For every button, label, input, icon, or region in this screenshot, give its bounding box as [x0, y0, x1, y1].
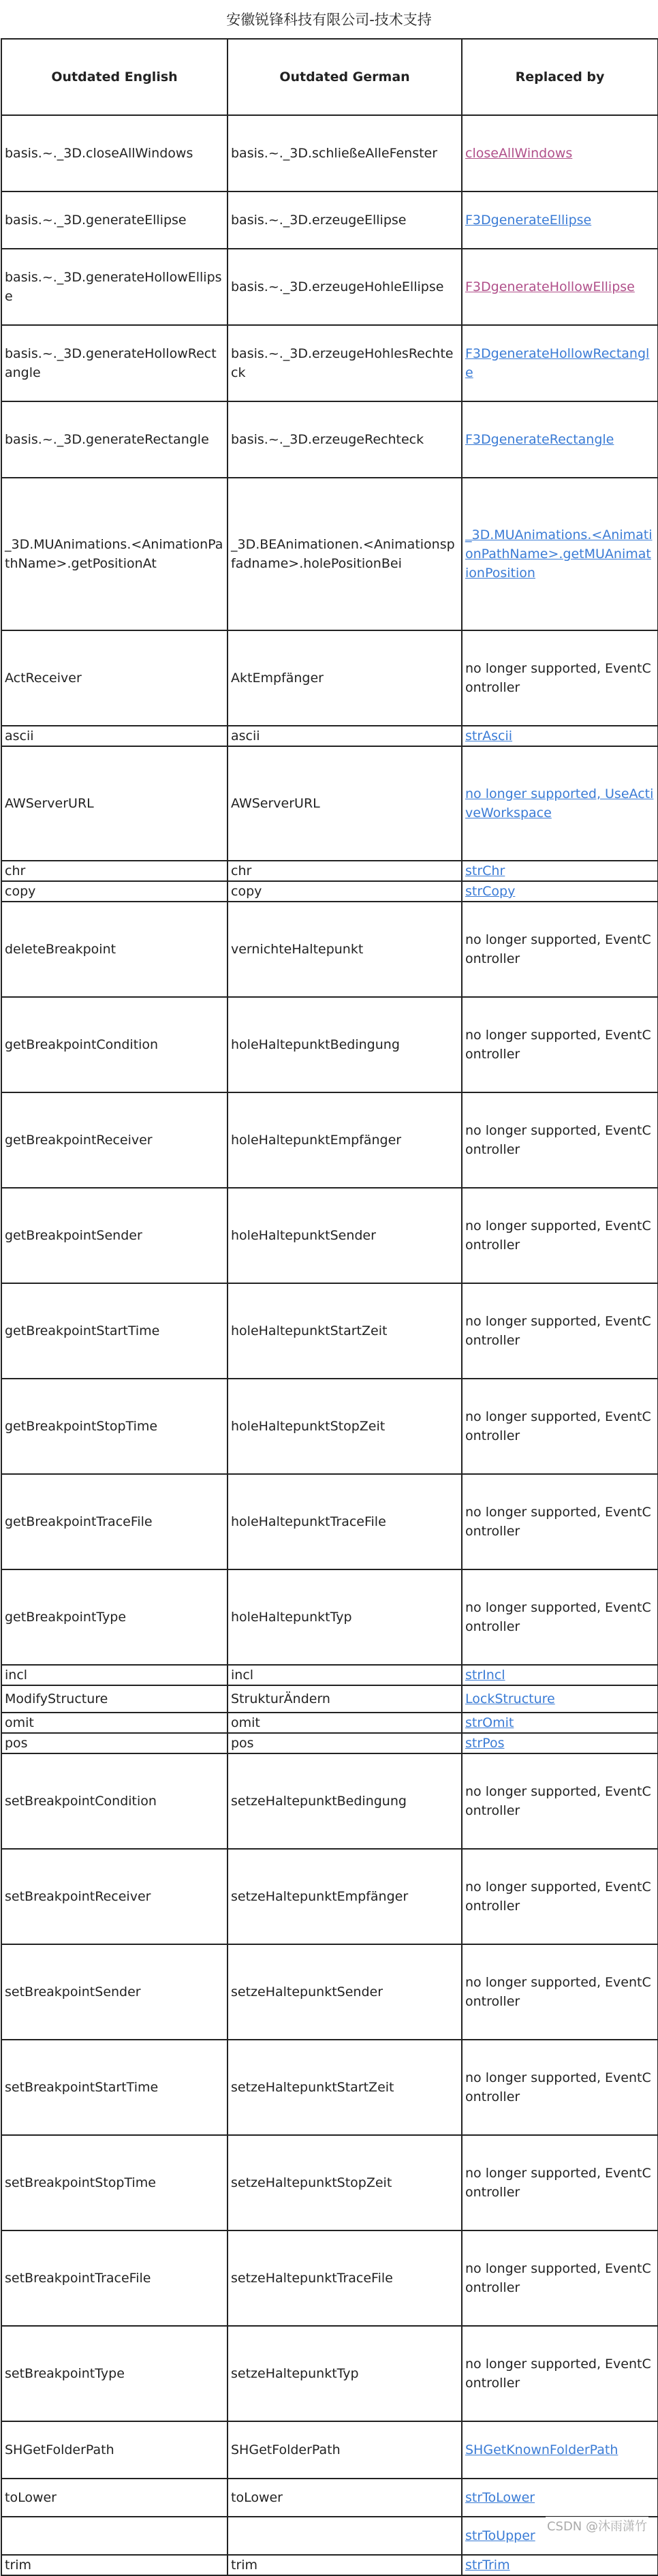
table-row — [1, 1665, 658, 1685]
cell-replaced-by: no longer supported, EventController — [462, 1849, 658, 1944]
watermark: CSDN @沐雨潇竹 — [546, 2517, 648, 2534]
cell-outdated-english: copy — [1, 881, 228, 902]
cell-outdated-english: omit — [1, 1713, 228, 1733]
cell-outdated-german: holeHaltepunktStartZeit — [228, 1283, 462, 1379]
cell-replaced-by: no longer supported, EventController — [462, 1474, 658, 1569]
replacement-link[interactable]: strAscii — [465, 729, 513, 743]
cell-outdated-german: holeHaltepunktSender — [228, 1188, 462, 1283]
table-row — [1, 2555, 658, 2575]
replacement-link[interactable]: strToLower — [465, 2490, 535, 2505]
table-row — [1, 2135, 658, 2230]
replacement-link[interactable]: SHGetKnownFolderPath — [465, 2442, 618, 2457]
cell-outdated-german — [228, 2517, 462, 2555]
cell-outdated-english: getBreakpointReceiver — [1, 1092, 228, 1188]
cell-outdated-english: getBreakpointStopTime — [1, 1379, 228, 1474]
cell-replaced-by — [462, 401, 658, 478]
cell-outdated-english: setBreakpointType — [1, 2326, 228, 2421]
column-header-english: Outdated English — [1, 39, 228, 115]
table-row — [1, 1849, 658, 1944]
cell-outdated-english: getBreakpointStartTime — [1, 1283, 228, 1379]
cell-outdated-english: chr — [1, 861, 228, 881]
deprecated-functions-table — [1, 38, 658, 2576]
table-row — [1, 1685, 658, 1713]
cell-outdated-german: holeHaltepunktStopZeit — [228, 1379, 462, 1474]
cell-replaced-by: no longer supported, EventController — [462, 902, 658, 997]
cell-replaced-by: no longer supported, EventController — [462, 1753, 658, 1849]
table-row — [1, 997, 658, 1092]
table-body — [1, 115, 658, 2575]
cell-replaced-by — [462, 726, 658, 746]
cell-replaced-by: no longer supported, EventController — [462, 630, 658, 726]
table-row — [1, 2230, 658, 2326]
cell-outdated-german: setzeHaltepunktBedingung — [228, 1753, 462, 1849]
table-row — [1, 191, 658, 249]
table-row — [1, 2040, 658, 2135]
table-row — [1, 1753, 658, 1849]
cell-replaced-by — [462, 115, 658, 191]
table-row — [1, 881, 658, 902]
table-row — [1, 249, 658, 325]
cell-outdated-english: trim — [1, 2555, 228, 2575]
cell-outdated-english: setBreakpointCondition — [1, 1753, 228, 1849]
cell-outdated-english: getBreakpointTraceFile — [1, 1474, 228, 1569]
cell-outdated-german: pos — [228, 1733, 462, 1753]
cell-outdated-english: ActReceiver — [1, 630, 228, 726]
cell-outdated-german: setzeHaltepunktTyp — [228, 2326, 462, 2421]
cell-outdated-german: AktEmpfänger — [228, 630, 462, 726]
cell-replaced-by — [462, 249, 658, 325]
cell-outdated-german: SHGetFolderPath — [228, 2421, 462, 2479]
cell-replaced-by — [462, 191, 658, 249]
replacement-link[interactable]: _3D.MUAnimations.<AnimationPathName>.getMUAnimationPosition — [465, 527, 653, 581]
cell-replaced-by — [462, 2479, 658, 2517]
table-row — [1, 2326, 658, 2421]
cell-outdated-german: basis.~._3D.erzeugeEllipse — [228, 191, 462, 249]
cell-replaced-by: no longer supported, EventController — [462, 1379, 658, 1474]
replacement-link[interactable]: F3DgenerateEllipse — [465, 213, 592, 228]
table-row — [1, 726, 658, 746]
table-row — [1, 115, 658, 191]
replacement-link[interactable]: strToUpper — [465, 2528, 535, 2543]
replacement-link[interactable]: closeAllWindows — [465, 146, 573, 161]
cell-outdated-english: getBreakpointCondition — [1, 997, 228, 1092]
cell-outdated-english: basis.~._3D.generateHollowRectangle — [1, 325, 228, 401]
cell-outdated-english: deleteBreakpoint — [1, 902, 228, 997]
cell-replaced-by: no longer supported, EventController — [462, 1569, 658, 1665]
cell-outdated-english: getBreakpointType — [1, 1569, 228, 1665]
table-row — [1, 401, 658, 478]
cell-outdated-english: setBreakpointStartTime — [1, 2040, 228, 2135]
cell-replaced-by — [462, 1685, 658, 1713]
cell-outdated-english: setBreakpointSender — [1, 1944, 228, 2040]
cell-outdated-german: holeHaltepunktTyp — [228, 1569, 462, 1665]
cell-outdated-german: setzeHaltepunktStartZeit — [228, 2040, 462, 2135]
table-row — [1, 1474, 658, 1569]
table-row — [1, 902, 658, 997]
cell-outdated-german: basis.~._3D.schließeAlleFenster — [228, 115, 462, 191]
cell-replaced-by — [462, 2555, 658, 2575]
cell-replaced-by — [462, 478, 658, 630]
table-header-row — [1, 39, 658, 115]
cell-outdated-english: incl — [1, 1665, 228, 1685]
cell-replaced-by — [462, 861, 658, 881]
cell-replaced-by: no longer supported, EventController — [462, 1092, 658, 1188]
cell-outdated-german: holeHaltepunktTraceFile — [228, 1474, 462, 1569]
cell-outdated-german: StrukturÄndern — [228, 1685, 462, 1713]
replacement-link[interactable]: strTrim — [465, 2558, 510, 2573]
cell-replaced-by: no longer supported, EventController — [462, 2040, 658, 2135]
cell-outdated-german: ascii — [228, 726, 462, 746]
cell-replaced-by: no longer supported, EventController — [462, 2326, 658, 2421]
replacement-link[interactable]: F3DgenerateHollowEllipse — [465, 279, 635, 294]
cell-outdated-english: setBreakpointReceiver — [1, 1849, 228, 1944]
cell-outdated-english: basis.~._3D.generateRectangle — [1, 401, 228, 478]
cell-replaced-by — [462, 2421, 658, 2479]
cell-outdated-german: AWServerURL — [228, 746, 462, 861]
table-row — [1, 1092, 658, 1188]
cell-outdated-german: vernichteHaltepunkt — [228, 902, 462, 997]
replacement-link[interactable]: strChr — [465, 863, 505, 878]
replacement-link[interactable]: strCopy — [465, 884, 516, 899]
cell-outdated-german: _3D.BEAnimationen.<Animationspfadname>.holePositionBei — [228, 478, 462, 630]
cell-replaced-by — [462, 325, 658, 401]
cell-outdated-german: incl — [228, 1665, 462, 1685]
table-row — [1, 746, 658, 861]
cell-outdated-english: basis.~._3D.generateEllipse — [1, 191, 228, 249]
cell-outdated-english: pos — [1, 1733, 228, 1753]
cell-outdated-german: trim — [228, 2555, 462, 2575]
table-row — [1, 1944, 658, 2040]
cell-outdated-german: copy — [228, 881, 462, 902]
cell-outdated-english: ModifyStructure — [1, 1685, 228, 1713]
cell-outdated-german: holeHaltepunktBedingung — [228, 997, 462, 1092]
cell-outdated-german: setzeHaltepunktEmpfänger — [228, 1849, 462, 1944]
replacement-link[interactable]: strIncl — [465, 1668, 505, 1683]
column-header-german: Outdated German — [228, 39, 462, 115]
column-header-replaced: Replaced by — [462, 39, 658, 115]
cell-outdated-german: basis.~._3D.erzeugeHohleEllipse — [228, 249, 462, 325]
cell-outdated-german: chr — [228, 861, 462, 881]
cell-replaced-by: no longer supported, EventController — [462, 1944, 658, 2040]
cell-outdated-english: ascii — [1, 726, 228, 746]
table-row — [1, 2479, 658, 2517]
cell-replaced-by: no longer supported, EventController — [462, 1188, 658, 1283]
table-row — [1, 1188, 658, 1283]
cell-replaced-by: no longer supported, EventController — [462, 2230, 658, 2326]
cell-outdated-english: setBreakpointTraceFile — [1, 2230, 228, 2326]
table-row — [1, 1713, 658, 1733]
cell-outdated-english: basis.~._3D.generateHollowEllipse — [1, 249, 228, 325]
cell-outdated-german: setzeHaltepunktSender — [228, 1944, 462, 2040]
replacement-link[interactable]: F3DgenerateRectangle — [465, 432, 614, 447]
table-row — [1, 1733, 658, 1753]
cell-outdated-german: basis.~._3D.erzeugeRechteck — [228, 401, 462, 478]
cell-outdated-german: toLower — [228, 2479, 462, 2517]
replacement-link[interactable]: strPos — [465, 1736, 505, 1751]
table-row — [1, 630, 658, 726]
cell-replaced-by: no longer supported, EventController — [462, 1283, 658, 1379]
cell-replaced-by: no longer supported, EventController — [462, 997, 658, 1092]
cell-outdated-german: holeHaltepunktEmpfänger — [228, 1092, 462, 1188]
table-row — [1, 1379, 658, 1474]
cell-outdated-german: setzeHaltepunktStopZeit — [228, 2135, 462, 2230]
table-row — [1, 1569, 658, 1665]
cell-outdated-english: AWServerURL — [1, 746, 228, 861]
cell-replaced-by — [462, 746, 658, 861]
cell-outdated-english: toLower — [1, 2479, 228, 2517]
cell-outdated-english: basis.~._3D.closeAllWindows — [1, 115, 228, 191]
cell-outdated-english: getBreakpointSender — [1, 1188, 228, 1283]
cell-replaced-by — [462, 1713, 658, 1733]
cell-outdated-english — [1, 2517, 228, 2555]
table-row — [1, 861, 658, 881]
cell-replaced-by — [462, 881, 658, 902]
cell-outdated-german: basis.~._3D.erzeugeHohlesRechteck — [228, 325, 462, 401]
cell-outdated-english: SHGetFolderPath — [1, 2421, 228, 2479]
table-row — [1, 2421, 658, 2479]
cell-outdated-german: setzeHaltepunktTraceFile — [228, 2230, 462, 2326]
cell-replaced-by — [462, 1733, 658, 1753]
replacement-link[interactable]: no longer supported, UseActiveWorkspace — [465, 786, 654, 821]
replacement-link[interactable]: F3DgenerateHollowRectangle — [465, 346, 650, 380]
cell-outdated-english: setBreakpointStopTime — [1, 2135, 228, 2230]
cell-outdated-german: omit — [228, 1713, 462, 1733]
cell-replaced-by — [462, 1665, 658, 1685]
table-row — [1, 478, 658, 630]
table-row — [1, 325, 658, 401]
table-row — [1, 1283, 658, 1379]
cell-replaced-by: no longer supported, EventController — [462, 2135, 658, 2230]
page-title: 安徽锐锋科技有限公司-技术支持 — [226, 12, 432, 28]
replacement-link[interactable]: LockStructure — [465, 1691, 555, 1706]
cell-outdated-english: _3D.MUAnimations.<AnimationPathName>.getPositionAt — [1, 478, 228, 630]
replacement-link[interactable]: strOmit — [465, 1715, 514, 1730]
